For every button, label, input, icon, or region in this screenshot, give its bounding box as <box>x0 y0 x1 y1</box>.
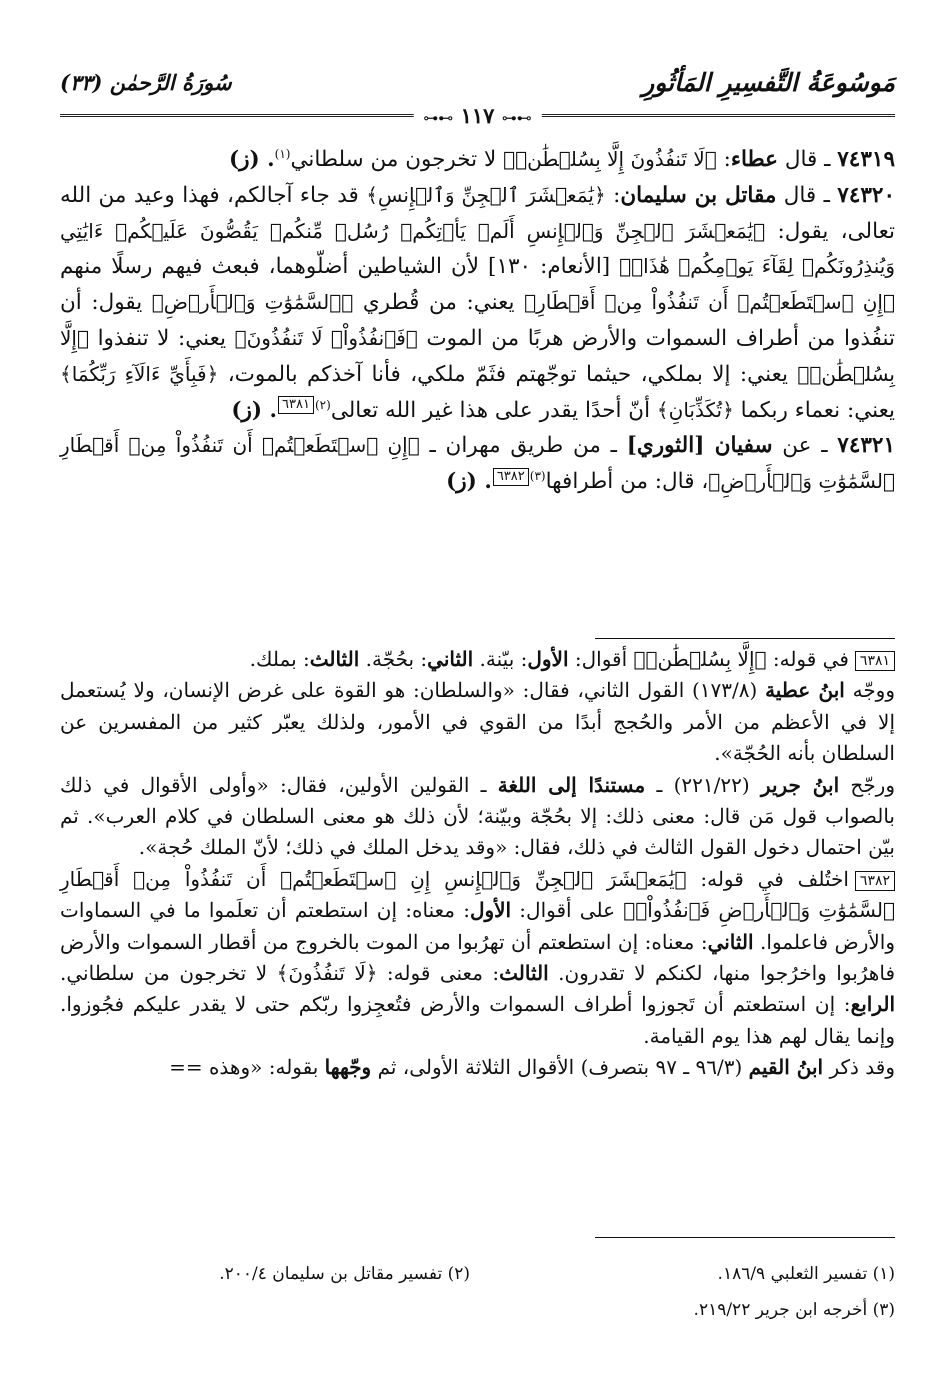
text: ـ من طريق مهران ـ <box>419 433 627 459</box>
text: : معناه: إن استطعتم أن تهرُبوا من الموت بالخروج من أقطار السموات والأرض فاهرُبوا واخرُجوا منها، لكنكم لا تقدرون. <box>60 929 895 986</box>
text: الأول <box>527 647 569 671</box>
text: الثاني <box>707 929 754 954</box>
text: الثاني <box>427 647 474 671</box>
text: الأول <box>469 898 512 923</box>
quran-quote: ﴿تُكَذِّبَانِ﴾ <box>656 397 734 422</box>
text: : <box>605 182 621 208</box>
scholar-name: ابنُ عطية <box>765 678 845 703</box>
quran-quote: ﴿يَٰمَعۡشَرَ ٱلۡجِنِّ وَٱلۡإِنسِ﴾ <box>366 182 606 207</box>
page-number: ١١٧ <box>460 103 495 128</box>
footnote-row <box>60 1256 895 1292</box>
narrator-name: مقاتل بن سليمان <box>620 182 777 208</box>
footnote-ref[interactable]: (٢) <box>314 397 331 412</box>
commentary-ref[interactable]: ٦٣٨١ <box>278 396 314 414</box>
text: في قوله: <box>766 647 849 671</box>
text: [الأنعام: ١٣٠] لأن الشياطين أضلّوهما، فبعث فيهم رسلًا منهم <box>60 254 620 280</box>
quran-quote: ﴿لَا تَنفُذُونَ إِلَّا بِسُلۡطَٰنٖ﴾ <box>503 147 717 171</box>
text: . (ز) <box>231 397 278 423</box>
ornament-icon: ⊶⊷ <box>501 109 532 127</box>
text: يعني: لا تنفذوا <box>88 325 235 351</box>
page-number-block <box>413 103 541 128</box>
commentary-section <box>60 644 895 1084</box>
commentary-6381 <box>60 644 895 675</box>
text: (٢٢١/٢٢) ـ <box>645 772 761 797</box>
quran-quote: ﴿لَا تَنفُذُونَ﴾ <box>276 961 378 986</box>
main-text <box>60 142 895 500</box>
surah-name: سُورَةُ الرَّحمٰن <box>109 70 232 95</box>
text: يعني: نعماء ربكما <box>733 397 895 423</box>
text: لا تخرجون من سلطاني. <box>60 961 277 986</box>
quran-quote: ﴿يَٰمَعۡشَرَ ٱلۡجِنِّ وَٱلۡإِنسِ أَلَمۡ يَأۡتِكُمۡ رُسُلٞ مِّنكُمۡ يَقُصُّونَ عَلَيۡكُمۡ ءَايَٰتِي وَيُنذِرُونَكُمۡ لِقَآءَ يَوۡمِكُمۡ هَٰذَاۚ﴾ <box>60 218 895 279</box>
book-title: مَوسُوعَةُ التَّفسِيرِ المَأثُورِ <box>642 68 895 97</box>
text: يقول: أن تنفُذوا من أطراف السموات والأرض هربًا من الموت <box>60 290 895 351</box>
text: ـ قال <box>777 147 838 172</box>
text: على أقوال: <box>511 898 624 923</box>
document-page <box>60 50 895 1350</box>
footnote-3: (٣) أخرجه ابن جرير ٢١٩/٢٢. <box>693 1300 895 1320</box>
commentary-ibn-qayyim <box>60 1052 895 1083</box>
text: وقد ذكر <box>823 1055 895 1080</box>
text: أنّ أحدًا يقدر على هذا غير الله تعالى <box>330 397 657 423</box>
entry-number: ٧٤٣٢١ <box>837 433 896 459</box>
text: اختُلف في قوله: <box>686 866 849 891</box>
quran-quote: ﴿فَبِأَيِّ ءَالَآءِ رَبِّكُمَا﴾ <box>60 361 219 386</box>
text: : معناه: إن استطعتم أن تعلَموا ما في السماوات والأرض فاعلموا. <box>60 898 895 954</box>
quran-quote: ﴿يَٰمَعۡشَرَ ٱلۡجِنِّ وَٱلۡإِنسِ إِنِ ٱسۡتَطَعۡتُمۡ أَن تَنفُذُواْ مِنۡ أَقۡطَارِ ٱلسَّمَٰوَٰتِ وَٱلۡأَرۡضِ فَٱنفُذُواْۚ﴾ <box>60 866 895 923</box>
text: : بيّنة. <box>473 647 528 671</box>
quran-quote: ﴿فَٱنفُذُواْۚ لَا تَنفُذُونَ﴾ <box>234 325 418 350</box>
text: مستندًا إلى اللغة <box>497 772 646 797</box>
commentary-6382 <box>60 864 895 1052</box>
text: : إن استطعتم أن تَجوزوا أطراف السموات والأرض فتُعجِزوا ربّكم حتى لا يقدر عليكم فجُوزوا. وإنما يقال لهم هذا يوم القيامة. <box>60 992 895 1048</box>
commentary-ibn-atiyya <box>60 675 895 769</box>
text: وجّهها <box>324 1055 372 1080</box>
text: أقوال: <box>568 647 634 671</box>
text: ـ عن <box>772 433 838 459</box>
quran-quote: ﴿إِنِ ٱسۡتَطَعۡتُمۡ أَن تَنفُذُواْ مِنۡ أَقۡطَارِ ٱلسَّمَٰوَٰتِ وَٱلۡأَرۡضِ﴾ <box>60 433 895 494</box>
page-header <box>60 68 895 128</box>
surah-title <box>60 70 232 95</box>
entry-number: ٧٤٣١٩ <box>837 147 895 172</box>
commentary-ibn-jarir <box>60 770 895 864</box>
commentary-separator <box>595 638 895 639</box>
commentary-number: ٦٣٨١ <box>855 651 895 671</box>
text: : بملك. <box>249 647 310 671</box>
text: : معنى قوله: <box>377 961 500 986</box>
text: : بحُجّة. <box>359 647 428 671</box>
text: الثالث <box>309 647 360 671</box>
ornament-icon: ⊶⊷ <box>423 109 454 127</box>
text: يعني: من قُطري <box>353 290 525 316</box>
footnote-1: (١) تفسير الثعلبي ١٨٦/٩. <box>717 1264 895 1284</box>
footnote-ref[interactable]: (١) <box>274 146 291 161</box>
narrator-name: عطاء <box>730 147 778 172</box>
surah-number: (٣٣) <box>60 70 103 95</box>
footnotes <box>60 1256 895 1328</box>
entry-74321 <box>60 428 895 500</box>
text: (١٧٣/٨) القول الثاني، فقال: «والسلطان: هو القوة على غرض الإنسان، ولا يُستعمل إلا في الأعظم من الأمر والحُجج أبدًا من القوي في الأمور، ولذلك يعبّر كثير من المفسرين عن السلطان بأنه الحُجّة». <box>60 678 895 766</box>
entry-number: ٧٤٣٢٠ <box>837 182 896 208</box>
text: يعني: إلا بملكي، حيثما توجّهتم فثَمّ ملكي، فأنا آخذكم بالموت، <box>218 361 798 387</box>
text: الرابع <box>850 992 896 1017</box>
text: . (ز) <box>228 147 275 172</box>
scholar-name: ابنُ جرير <box>760 772 840 797</box>
text: ، قال: من أطرافها <box>545 469 709 495</box>
text: ووجّه <box>844 678 895 703</box>
text: ـ القولين الأولين، فقال: «وأولى الأقوال في ذلك بالصواب قول مَن قال: معنى ذلك: إلا بحُجّة وبيّنة؛ لأن ذلك هو معنى السلطان في كلام العرب». ثم بيّن احتمال دخول القول الثالث في ذلك، فقال: «وقد يدخل الملك في ذلك؛ لأنّ الملك حُجة». <box>60 772 895 860</box>
footnote-separator <box>595 1237 895 1238</box>
text: ـ قال <box>776 182 838 208</box>
quran-quote: ﴿إِلَّا بِسُلۡطَٰنٖ﴾ <box>633 647 767 671</box>
entry-74319 <box>60 142 895 178</box>
commentary-ref[interactable]: ٦٣٨٢ <box>493 468 529 486</box>
text: الثالث <box>499 961 549 986</box>
quran-quote: ﴿ٱلسَّمَٰوَٰتِ وَٱلۡأَرۡضِ﴾ <box>151 290 354 315</box>
quran-quote: ﴿إِنِ ٱسۡتَطَعۡتُمۡ أَن تَنفُذُواْ مِنۡ أَقۡطَارِ﴾ <box>524 290 895 315</box>
text: : <box>716 147 731 172</box>
text: ورجّح <box>839 772 895 797</box>
text: لا تخرجون من سلطاني <box>290 147 504 172</box>
entry-74320 <box>60 178 895 429</box>
footnote-2: (٢) تفسير مقاتل بن سليمان ٢٠٠/٤. <box>219 1264 470 1284</box>
commentary-number: ٦٣٨٢ <box>855 871 895 891</box>
narrator-name: سفيان [الثوري] <box>626 433 773 459</box>
text: . (ز) <box>446 469 492 495</box>
footnote-row <box>60 1292 895 1328</box>
text: قد جاء آجالكم، فهذا وعيد من الله تعالى، يقول: <box>60 182 895 244</box>
footnote-ref[interactable]: (٣) <box>529 469 546 484</box>
quran-quote: ﴿إِلَّا بِسُلۡطَٰنٖ﴾ <box>60 325 895 386</box>
scholar-name: ابنُ القيم <box>748 1055 824 1080</box>
text: بقوله: «وهذه == <box>169 1055 325 1080</box>
text: (٩٦/٣ ـ ٩٧ بتصرف) الأقوال الثلاثة الأولى، ثم <box>371 1055 749 1080</box>
